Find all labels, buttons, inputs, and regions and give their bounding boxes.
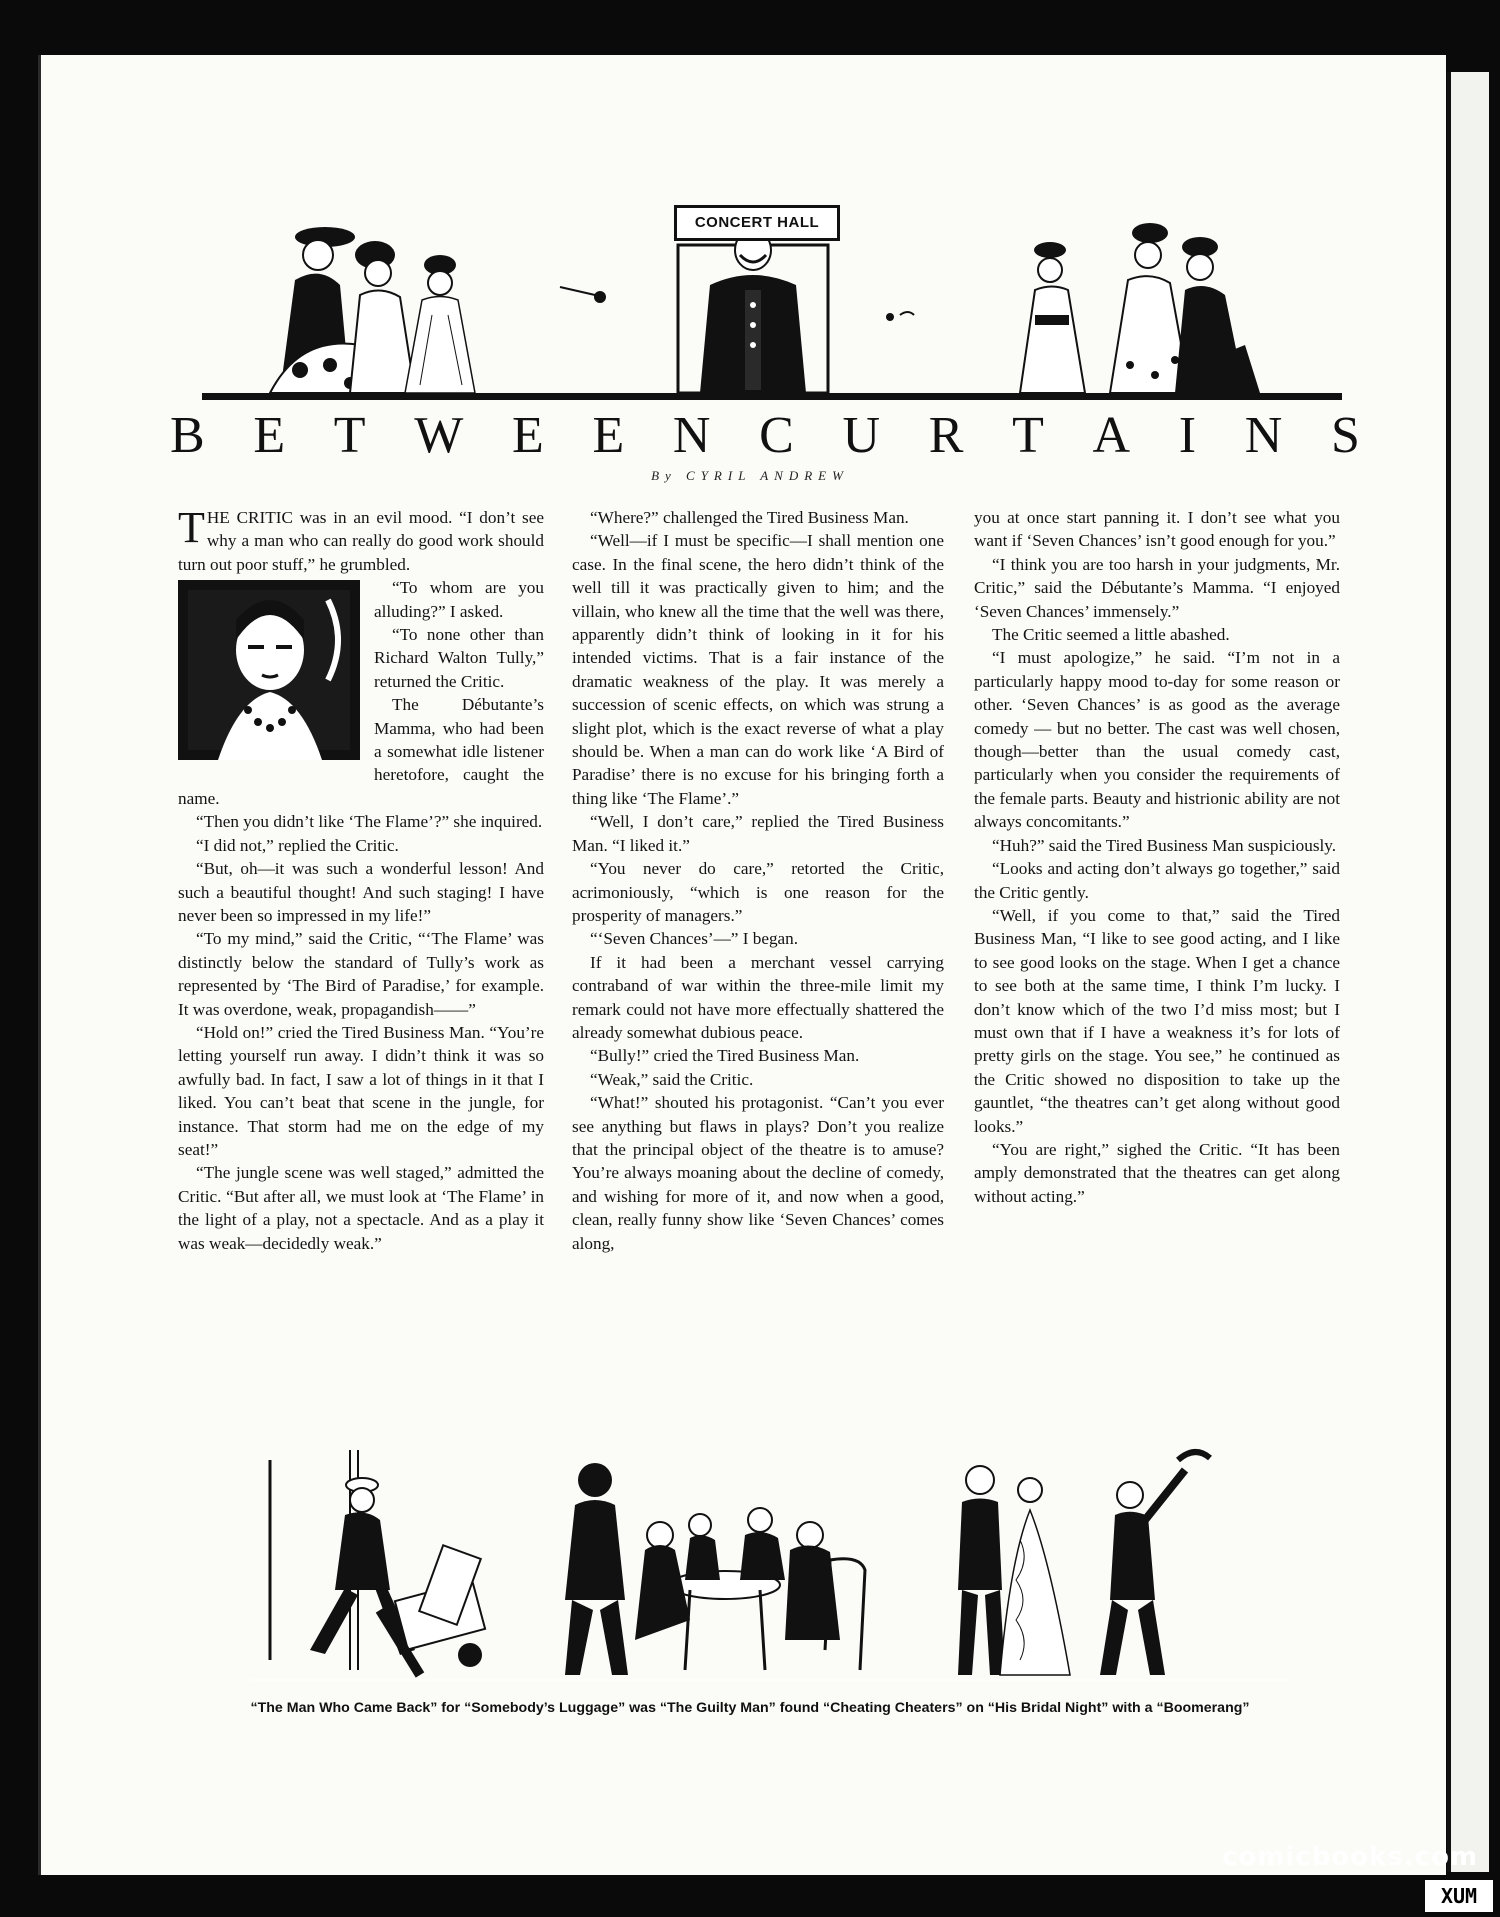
paragraph: “You are right,” sighed the Critic. “It has been amply demonstrated that the theatres can get along without acting.” [974, 1139, 1340, 1206]
title-letter: E [592, 406, 625, 464]
title-letter: N [672, 406, 711, 464]
illustration-caption: “The Man Who Came Back” for “Somebody’s Luggage” was “The Guilty Man” found “Cheating Cheaters” on “His Bridal Night” with a “Boomerang” [250, 1700, 1250, 1716]
title-letter: R [928, 406, 964, 464]
site-watermark: comicbooks.com [1222, 1842, 1479, 1872]
paragraph: “You never do care,” retorted the Critic, acrimoniously, “which is one reason for the prosperity of managers.” [572, 859, 944, 925]
concert-hall-sign: CONCERT HALL [674, 205, 840, 241]
paragraph: “To none other than Richard Walton Tully,” returned the Critic. [374, 625, 544, 691]
paragraph: “I think you are too harsh in your judgments, Mr. Critic,” said the Débutante’s Mamma. “I enjoyed ‘Seven Chances’ immensely.” [974, 554, 1340, 621]
thrown-flower-left [560, 287, 606, 303]
text-column-3 [974, 506, 1340, 1208]
text-column-1 [178, 503, 544, 1255]
paragraph: “Then you didn’t like ‘The Flame’?” she inquired. [196, 812, 543, 832]
paragraph: “To my mind,” said the Critic, “‘The Flame’ was distinctly below the standard of Tully’s work as represented by ‘The Bird of Paradise,’ for example. It was overdone, weak, propagandish——” [178, 929, 544, 1019]
title-letter: T [1012, 406, 1044, 464]
paragraph: “Well, if you come to that,” said the Tired Business Man, “I like to see good acting, and I like to see good looks on the stage. When I get a chance to see both at the same time, I think I’m lucky. I don’t know which of the two I’d miss most; but I must own that if I have a weakness it’s for lots of pretty girls on the stage. You see,” he continued as the Critic showed no disposition to take up the gauntlet, “the theatres can’t get along without good looks.” [974, 905, 1340, 1136]
bridal-couple [958, 1466, 1070, 1675]
paragraph: The Débutante’s Mamma, who had been a somewhat idle listener heretofore, caught the name. [178, 695, 544, 808]
paragraph: The Critic seemed a little abashed. [992, 625, 1230, 645]
title-letter: C [759, 406, 794, 464]
bottom-drawing [250, 1440, 1290, 1690]
title-letter: I [1178, 406, 1197, 464]
women-group-left [270, 227, 475, 393]
paragraph: “Bully!” cried the Tired Business Man. [590, 1046, 860, 1066]
thrown-flower-right [886, 312, 914, 321]
paragraph: “I did not,” replied the Critic. [196, 835, 399, 855]
paragraph [178, 503, 544, 576]
paragraph: “Huh?” said the Tired Business Man suspiciously. [992, 835, 1337, 855]
paragraph: “Where?” challenged the Tired Business Man. [590, 508, 909, 527]
drop-cap: T [178, 503, 205, 552]
paragraph: “The jungle scene was well staged,” admitted the Critic. “But after all, we must look at ‘The Flame’ in the light of a play, not a spectacle. And as a play it was weak—decidedly weak.” [178, 1163, 544, 1253]
paragraph: “To whom are you alluding?” I asked. [374, 578, 544, 621]
byline: By CYRIL ANDREW [651, 468, 849, 483]
xum-tag: XUM [1425, 1880, 1493, 1912]
paragraph: If it had been a merchant vessel carrying contraband of war within the three-mile limit my remark could not have more effectually shattered the already somewhat dubious peace. [572, 952, 944, 1042]
paragraph: “What!” shouted his protagonist. “Can’t you ever see anything but flaws in plays? Don’t you realize that the principal object of the theatre is to amuse? You’re always moaning about the decline of comedy, and wishing for more of it, and now when a good, clean, really funny show like ‘Seven Chances’ comes along, [572, 1093, 944, 1253]
title-letter: N [1244, 406, 1283, 464]
portrait-illustration [178, 580, 360, 760]
article-title [170, 400, 1360, 470]
paragraph: “Hold on!” cried the Tired Business Man. “You’re letting yourself run away. I didn’t think it was so awfully bad. In fact, I saw a lot of things in it that I liked. You can’t beat that scene in the jungle, for instance. That storm had me on the edge of my seat!” [178, 1022, 544, 1159]
paragraph: “Weak,” said the Critic. [590, 1069, 754, 1089]
paragraph: “I must apologize,” he said. “I’m not in a particularly happy mood to-day for some reason or other. ‘Seven Chances’ is as good as the average comedy — but no better. The cast was well chosen, though—better than the usual comedy cast, particularly when you consider the requirements of the female parts. Beauty and histrionic ability are not always concomitants.” [974, 648, 1340, 832]
title-letter: E [512, 406, 544, 464]
paragraph: “Well—if I must be specific—I shall mention one case. In the final scene, the hero didn’t think of the well till it was practically given to him; and the villain, who knew all the time that the well was there, apparently didn’t think of looking in it for his intended victims. That is a fair instance of the dramatic weakness of the play. It was merely a succession of scenic effects, on which was strung a slight plot, which is the exact reverse of what a play should be. When a man can do work like ‘A Bird of Paradise’ there is no excuse for his bringing forth a thing like ‘The Flame’.” [572, 531, 944, 808]
paragraph: “Well, I don’t care,” replied the Tired Business Man. “I liked it.” [572, 812, 944, 855]
title-letter: B [170, 406, 205, 464]
women-group-right [1020, 223, 1260, 393]
man-with-luggage [310, 1478, 485, 1675]
man-with-boomerang [1100, 1452, 1210, 1675]
card-players-table [635, 1508, 865, 1670]
paragraph-text: HE CRITIC was in an evil mood. “I don’t see why a man who can really do good work should turn out poor stuff,” he grumbled. [178, 508, 544, 574]
title-letter: W [414, 406, 464, 464]
man-standing [565, 1463, 628, 1675]
paragraph: “‘Seven Chances’—” I began. [590, 929, 799, 949]
adjacent-page-edge [1447, 72, 1489, 1872]
paragraph: you at once start panning it. I don’t see what you want if ‘Seven Chances’ isn’t good enough for you.” [974, 508, 1340, 551]
title-letter: E [253, 406, 286, 464]
text-column-2 [572, 506, 944, 1255]
paragraph: “Looks and acting don’t always go together,” said the Critic gently. [974, 859, 1340, 902]
title-letter: T [333, 406, 366, 464]
title-letter: U [842, 406, 881, 464]
paragraph: “But, oh—it was such a wonderful lesson! And such a beautiful thought! And such staging! I have never been so impressed in my life!” [178, 859, 544, 925]
title-letter: S [1330, 406, 1360, 464]
bottom-illustration [250, 1440, 1290, 1690]
title-letter: A [1092, 406, 1131, 464]
header-illustration [200, 195, 1350, 405]
